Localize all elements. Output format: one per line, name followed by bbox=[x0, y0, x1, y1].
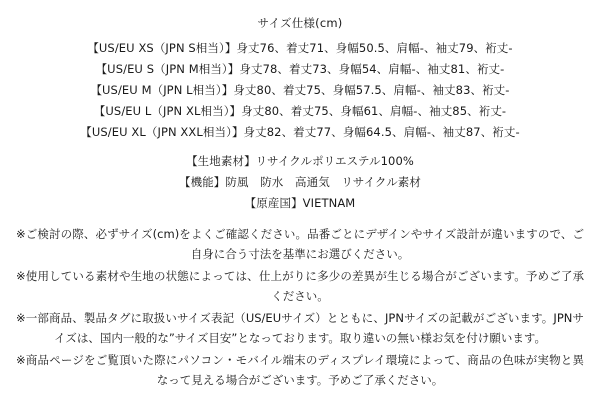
size-row: 【US/EU S（JPN M相当）】身丈78、着丈73、身幅54、肩幅-、袖丈81、裄丈- bbox=[95, 62, 505, 76]
note-item: ※使用している素材や生地の状態によっては、仕上がりに多少の差異が生じる場合がございます。予めご了承ください。 bbox=[16, 269, 584, 303]
material-spec-block bbox=[10, 151, 590, 214]
note-item: ※商品ページをご覧頂いた際にパソコン・モバイル端末のディスプレイ環境によって、商品の色味が実物と異なって見える場合がございます。予めご了承ください。 bbox=[16, 353, 584, 387]
page-title: サイズ仕様(cm) bbox=[257, 16, 343, 30]
note-item: ※一部商品、製品タグに取扱いサイズ表記（US/EUサイズ）とともに、JPNサイズの記載がございます。JPNサイズは、国内一般的な”サイズ目安”となっております。取り違いの無い様お気を付け願います。 bbox=[16, 311, 584, 345]
size-row: 【US/EU XS（JPN S相当）】身丈76、着丈71、身幅50.5、肩幅-、袖丈79、裄丈- bbox=[87, 41, 513, 55]
notes-section bbox=[10, 224, 590, 390]
size-row: 【US/EU XL（JPN XXL相当）】身丈82、着丈77、身幅64.5、肩幅-、袖丈87、裄丈- bbox=[80, 125, 520, 139]
spec-row-function: 【機能】防風 防水 高通気 リサイクル素材 bbox=[179, 175, 421, 189]
note-item: ※ご検討の際、必ずサイズ(cm)をよくご確認ください。品番ごとにデザインやサイズ設計が違いますので、ご自身に合う寸法を基準にお選びください。 bbox=[16, 227, 584, 261]
spec-row-material: 【生地素材】リサイクルポリエステル100% bbox=[186, 154, 414, 168]
size-spec-list bbox=[10, 38, 590, 143]
size-row: 【US/EU L（JPN XL相当）】身丈80、着丈75、身幅61、肩幅-、袖丈85、裄丈- bbox=[93, 104, 507, 118]
spec-row-origin: 【原産国】VIETNAM bbox=[244, 196, 356, 210]
size-row: 【US/EU M（JPN L相当）】身丈80、着丈75、身幅57.5、肩幅-、袖丈83、裄丈- bbox=[90, 83, 510, 97]
